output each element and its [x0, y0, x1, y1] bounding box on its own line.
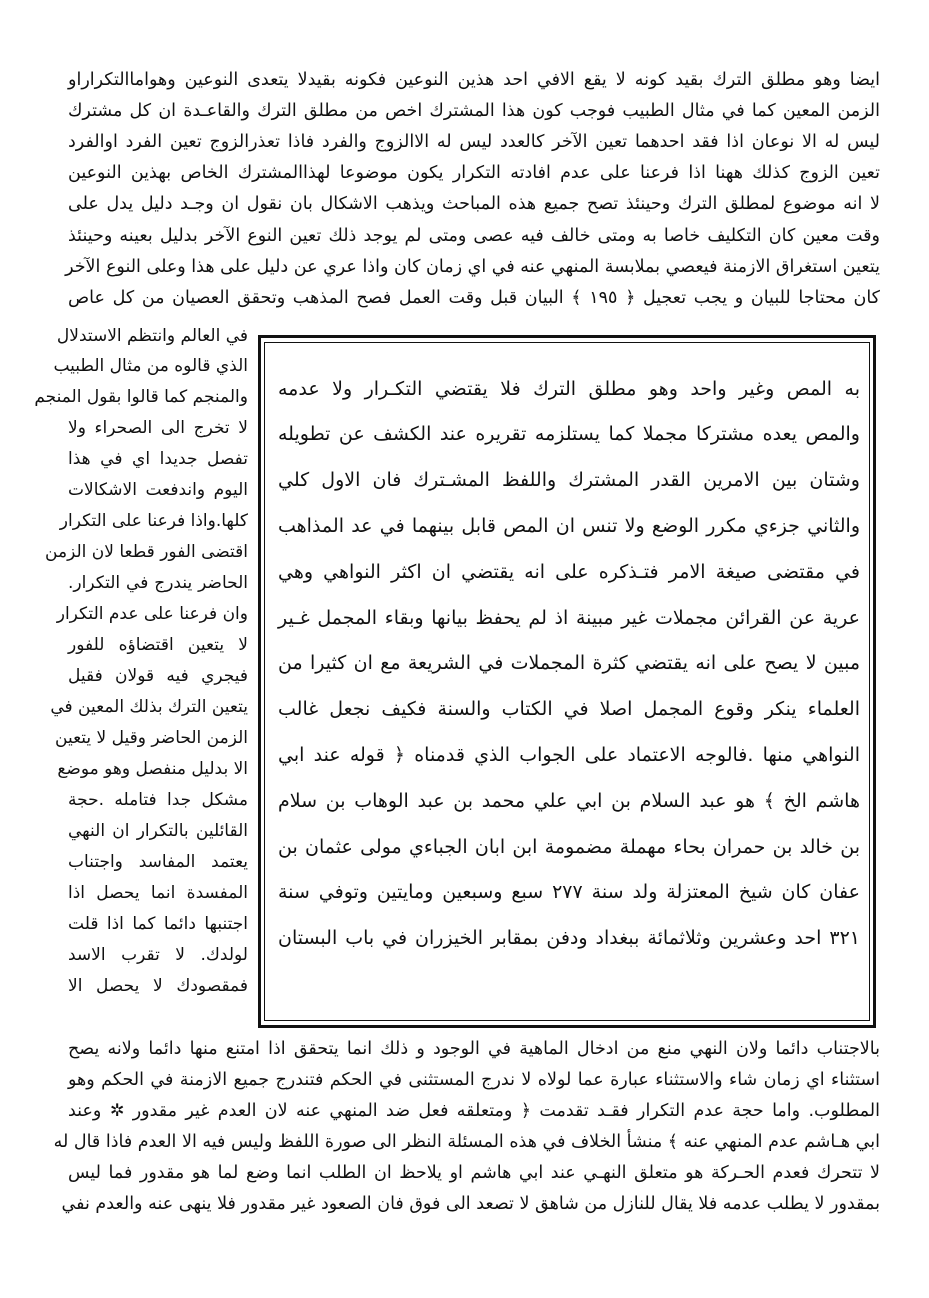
text-line: بالاجتناب دائما ولان النهي منع من ادخال الماهية في الوجود و ذلك انما يتحقق اذا امتنع منها دائما ولانه يصح: [68, 1039, 880, 1059]
text-line: فمقصودك لا يحصل الا: [68, 976, 248, 996]
text-line: الزمن المعين كما في مثال الطبيب فوجب كون هذا المشترك اخص من مطلق الترك والقاعـدة ان كل مشترك: [68, 101, 880, 121]
text-line: اجتنبها دائما كما اذا قلت: [68, 914, 248, 934]
text-line: وان فرعنا على عدم التكرار: [56, 604, 248, 624]
text-line: تعين الزوج كذلك ههنا اذا فرعنا على عدم افادته التكرار يكون موضوعا لهذاالمشترك الخاص بهذين النوعين: [68, 163, 880, 183]
text-line: مبين لا يصح على انه يقتضي كثرة المجملات في الشريعة مع ان كثيرا من: [278, 652, 860, 674]
text-line: في مقتضى صيغة الامر فتـذكره على انه يقتضي ان اكثر النواهي وهي: [278, 561, 860, 583]
text-line: يتعين الترك بذلك المعين في: [50, 697, 248, 717]
text-line: القائلين بالتكرار ان النهي: [68, 821, 248, 841]
text-line: تفصل جديدا اي في هذا: [68, 449, 248, 469]
text-line: بمقدور لا يطلب عدمه فلا يقال للنازل من شاهق لا تصعد الى فوق فان الصعود غير مقدور فلا ينهى عنه والعدم نفي: [61, 1194, 880, 1214]
text-line: لا يتعين اقتضاؤه للفور: [68, 635, 248, 655]
text-line: لا انه موضوع لمطلق الترك وحينئذ تصح جميع هذه المباحث ويذهب الاشكال بان نقول ان وجـد دليل يدل على: [68, 194, 880, 214]
text-line: يعتمد المفاسد واجتناب: [68, 852, 248, 872]
text-line: مشكل جدا فتامله .حجة: [68, 790, 248, 810]
text-line: استثناء اي زمان شاء والاستثناء عبارة عما لولاه لا ندرج المستثنى في الحكم فتندرج جميع الازمنة في الحكم وهو: [68, 1070, 880, 1090]
text-line: به المص وغير واحد وهو مطلق الترك فلا يقتضي التكـرار ولا عدمه: [278, 378, 860, 400]
text-line: النواهي منها .فالوجه الاعتماد على الجواب الذي قدمناه ﴿ قوله عند ابي: [278, 744, 860, 766]
text-line: وشتان بين الامرين القدر المشترك واللفظ المشـترك فان الاول كلي: [278, 469, 860, 491]
text-line: ليس له الا نوعان اذا فقد احدهما تعين الآخر كالعدد ليس له الاالزوج والفرد فاذا تعذرالزوج تعين الفرد اوالفرد: [68, 132, 880, 152]
text-line: الا بدليل منفصل وهو موضع: [57, 759, 248, 779]
text-line: لا تتحرك فعدم الحـركة هو متعلق النهـي عند ابي هاشم او يلاحظ ان الطلب انما وضع لما هو مقدور فما ليس: [68, 1163, 880, 1183]
text-line: هاشم الخ ﴾ هو عبد السلام بن ابي علي محمد بن عبد الوهاب بن سلام: [278, 790, 860, 812]
text-line: المطلوب. واما حجة عدم التكرار فقـد تقدمت ﴿ ومتعلقه فعل ضد المنهي عنه لان العدم غير مقدور ✲ وعند: [68, 1101, 880, 1121]
text-line: والثاني جزءي مكرر الوضع ولا تنس ان المص قابل بينهما في عد المذاهب: [278, 515, 860, 537]
text-line: المفسدة انما يحصل اذا: [68, 883, 248, 903]
text-line: لولدك. لا تقرب الاسد: [68, 945, 248, 965]
text-line: كان محتاجا للبيان و يجب تعجيل ﴿ ١٩٥ ﴾ البيان قبل وقت العمل فصح المذهب وتحقق العصيان من كل عاص: [68, 288, 880, 308]
text-line: بن خالد بن حمران بحاء مهملة مضمومة ابن ابان الجباءي مولى عثمان بن: [278, 836, 860, 858]
text-line: وقت معين كان التكليف خاصا به ومتى خالف فيه عصى ومتى لم يوجد ذلك تعين النوع الآخر بدليل بعينه وحينئذ: [68, 226, 880, 246]
text-line: عرية عن القرائن مجملات غير مبينة اذ لم يحفظ بيانها وبقاء المجمل غـير: [278, 607, 860, 629]
text-line: والمنجم كما قالوا بقول المنجم: [34, 387, 248, 407]
text-line: الذي قالوه من مثال الطبيب: [53, 356, 248, 376]
text-line: العلماء ينكر وقوع المجمل اصلا في الكتاب والسنة فكيف نجعل غالب: [278, 698, 860, 720]
text-line: ايضا وهو مطلق الترك بقيد كونه لا يقع الافي احد هذين النوعين فكونه بقيدلا يتعدى النوعين وهواماالتكراراو: [68, 70, 880, 90]
text-line: عفان كان شيخ المعتزلة ولد سنة ٢٧٧ سبع وسبعين ومايتين وتوفي سنة: [278, 881, 860, 903]
text-line: ابي هـاشم عدم المنهي عنه ﴾ منشأ الخلاف في هذه المسئلة النظر الى صورة اللفظ وليس فيه الا العدم فاذا قال له: [53, 1132, 880, 1152]
text-line: الحاضر يندرج في التكرار.: [68, 573, 248, 593]
text-line: والمص يعده مشتركا مجملا كما يستلزمه تقريره عند الكشف عن تطويله: [278, 423, 860, 445]
text-line: الزمن الحاضر وقيل لا يتعين: [55, 728, 248, 748]
text-line: اليوم واندفعت الاشكالات: [68, 480, 248, 500]
text-line: اقتضى الفور قطعا لان الزمن: [45, 542, 248, 562]
text-line: في العالم وانتظم الاستدلال: [56, 326, 248, 346]
text-line: يتعين استغراق الازمنة فيعصي بملابسة المنهي عنه في اي زمان كان واذا عري عن دليل على هذا وعلى النوع الآخر: [65, 257, 880, 277]
text-line: فيجري فيه قولان فقيل: [68, 666, 248, 686]
text-line: ٣٢١ احد وعشرين وثلاثمائة ببغداد ودفن بمقابر الخيزران في باب البستان: [278, 927, 860, 949]
text-line: لا تخرج الى الصحراء ولا: [68, 418, 248, 438]
text-line: كلها.واذا فرعنا على التكرار: [59, 511, 248, 531]
